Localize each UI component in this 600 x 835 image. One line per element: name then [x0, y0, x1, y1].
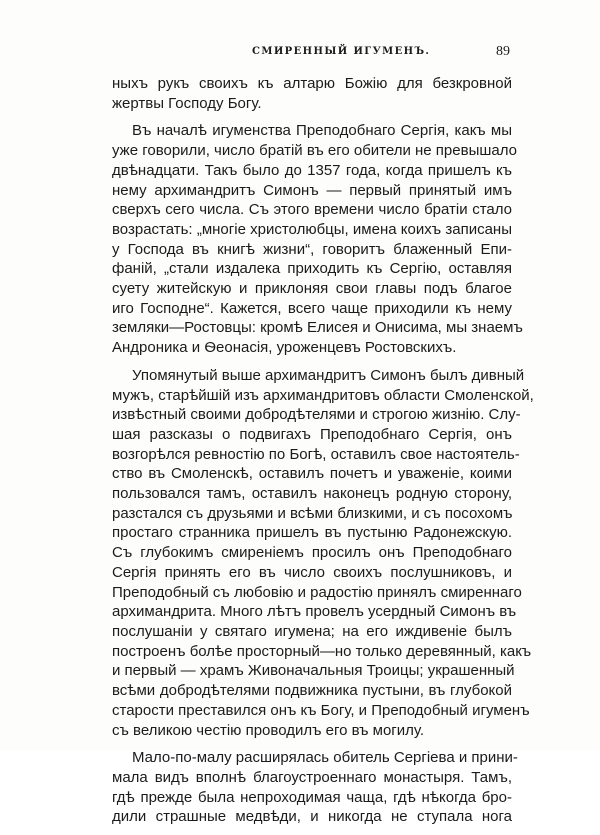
paragraph-continuation: [112, 74, 512, 113]
text-line: извѣстный своими добродѣтелями и строгою жизнію. Слу-: [112, 406, 521, 424]
text-line: архимандрита. Много лѣтъ провелъ усердный Симонъ въ: [112, 603, 517, 621]
paragraph-simon-arrival: [112, 121, 523, 357]
text-line: шая разсказы о подвигахъ Преподобнаго Сергія, онъ: [112, 425, 512, 443]
text-line: земляки—Ростовцы: кромѣ Елисея и Онисима, мы знаемъ: [112, 319, 523, 337]
text-line: мала видъ вполнѣ благоустроеннаго монастыря. Тамъ,: [112, 768, 512, 786]
text-line: гдѣ прежде была непроходимая чаща, гдѣ нѣкогда бро-: [112, 788, 512, 806]
paragraph-monastery-growth: [112, 748, 518, 827]
text-line: разстался съ друзьями и всѣми близкими, и съ посохомъ: [112, 504, 513, 522]
text-line: всѣми добродѣтелями подвижника пустыни, въ глубокой: [112, 682, 512, 700]
text-line: фаній, „стали издалека приходить къ Сергію, оставляя: [112, 260, 512, 278]
text-line: мужъ, старѣйшій изъ архимандритовъ области Смоленской,: [112, 386, 534, 404]
text-line: Съ глубокимъ смиреніемъ просилъ онъ Преподобнаго: [112, 544, 512, 562]
text-line: Упомянутый выше архимандритъ Симонъ былъ дивный: [132, 366, 525, 384]
text-line: сверхъ сего числа. Съ этого времени число братіи стало: [112, 201, 512, 219]
text-line: Преподобный съ любовію и радостію принялъ смиреннаго: [112, 583, 522, 601]
text-line: иго Господне“. Кажется, всего чаще приходили къ нему: [112, 299, 512, 317]
text-line: построенъ болѣе просторный—но только деревянный, какъ: [112, 642, 532, 660]
text-line: старости преставился онъ къ Богу, и Преподобный игуменъ: [112, 701, 530, 719]
running-title: СМИРЕННЫЙ ИГУМЕНЪ.: [252, 46, 431, 57]
text-line: нему архимандритъ Симонъ — первый принятый имъ: [112, 181, 512, 199]
text-line: ныхъ рукъ своихъ къ алтарю Божію для безкровной: [112, 75, 512, 92]
text-line: возрастать: „многіе христолюбцы, имена коихъ записаны: [112, 220, 512, 238]
text-line: двѣнадцати. Такъ было до 1357 года, когда пришелъ къ: [112, 161, 512, 179]
paragraph-archimandrite-simon: [112, 366, 534, 740]
text-line: Сергія принять его въ число своихъ послушниковъ, и: [112, 563, 512, 581]
text-line: простаго странника пришелъ въ пустыню Радонежскую.: [112, 524, 512, 542]
text-line: съ великою честію проводилъ его въ могилу.: [112, 721, 425, 739]
text-line: уже говорили, число братій въ его обители не превышало: [112, 142, 517, 160]
text-line: жертвы Господу Богу.: [112, 94, 262, 112]
text-line: возгорѣлся ревностію по Богѣ, оставилъ свое настоятель-: [112, 445, 520, 463]
body-text: [112, 74, 534, 835]
page-number: 89: [496, 44, 510, 59]
text-line: и первый — храмъ Живоначальныя Троицы; украшенный: [112, 662, 515, 680]
text-line: послушаніи у святаго игумена; на его иждивеніе былъ: [112, 622, 512, 640]
text-line: Андроника и Ѳеонасія, уроженцевъ Ростовскихъ.: [112, 339, 457, 357]
text-line: Въ началѣ игуменства Преподобнаго Сергія, какъ мы: [132, 122, 512, 140]
text-line: дили страшные медвѣди, и никогда не ступала нога: [112, 808, 512, 826]
text-line: у Господа въ книгѣ жизни“, говоритъ блаженный Епи-: [112, 240, 512, 258]
text-line: суету житейскую и приклоняя свои главы подъ благое: [112, 280, 512, 298]
running-header: [112, 46, 510, 64]
text-line: ство въ Смоленскѣ, оставилъ почетъ и уваженіе, коими: [112, 465, 512, 483]
text-line: Мало-по-малу расширялась обитель Сергіева и прини-: [132, 749, 518, 767]
text-line: пользовался тамъ, оставилъ наконецъ родную сторону,: [112, 485, 512, 503]
